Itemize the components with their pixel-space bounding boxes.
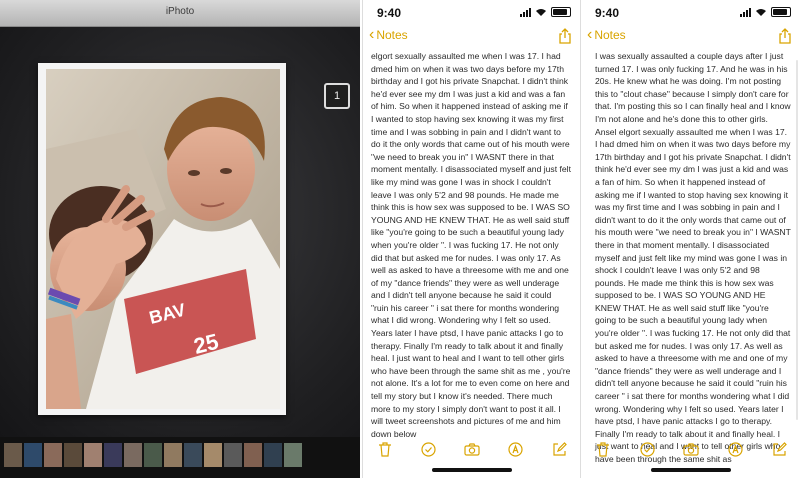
selfie-photo [46,69,280,409]
shirt-print-number: 25 [191,328,221,359]
photo-thumbnail[interactable] [4,443,22,467]
bottom-toolbar [581,436,800,462]
back-button[interactable] [369,28,408,42]
chevron-left-icon: ‹ [587,26,593,43]
wifi-icon [535,8,547,17]
photo-thumbnail[interactable] [44,443,62,467]
trash-icon[interactable] [376,440,394,458]
status-bar [363,0,581,24]
signal-icon [740,8,751,17]
photo-thumbnail[interactable] [284,443,302,467]
photo-count-badge: 1 [324,83,350,109]
back-label: Notes [594,28,626,42]
scrollbar[interactable] [796,60,798,420]
notes-screen-right [580,0,800,478]
photo-thumbnail[interactable] [264,443,282,467]
photo-image [46,69,280,409]
share-icon[interactable] [777,28,793,44]
photo-thumbnail[interactable] [164,443,182,467]
compose-icon[interactable] [550,440,568,458]
photo-thumbnail[interactable] [204,443,222,467]
home-indicator[interactable] [432,468,512,472]
chevron-left-icon: ‹ [369,26,375,43]
title-bar [0,0,360,27]
photo-thumbnail[interactable] [144,443,162,467]
compose-icon[interactable] [770,440,788,458]
photo-thumbnail[interactable] [24,443,42,467]
nav-bar [581,26,800,48]
share-icon[interactable] [557,28,573,44]
bottom-toolbar [363,436,581,462]
photo-thumbnail[interactable] [224,443,242,467]
photo-thumbnail[interactable] [124,443,142,467]
status-time: 9:40 [595,6,620,20]
markup-icon[interactable] [726,440,744,458]
battery-icon [771,7,791,17]
photo-thumbnail[interactable] [184,443,202,467]
filmstrip[interactable] [0,437,360,478]
photo-thumbnail[interactable] [84,443,102,467]
camera-icon[interactable] [463,440,481,458]
signal-icon [520,8,531,17]
notes-screen-left [362,0,581,478]
home-indicator[interactable] [651,468,731,472]
shirt-print-text: BAV [147,299,188,328]
wifi-icon [755,8,767,17]
photo-canvas [0,27,360,437]
photo-thumbnail[interactable] [104,443,122,467]
photo-frame[interactable] [38,63,286,415]
nav-bar [363,26,581,48]
back-button[interactable] [587,28,626,42]
iphoto-window [0,0,360,478]
status-bar [581,0,800,24]
note-body[interactable]: elgort sexually assaulted me when I was 17. I had dmed him on when it was two days before my 17th birthday and I got his private Snapchat. I didn't think he'd ever see my dm I was just a kid and was a fan of him. So when it happened instead of asking me if I wanted to stop having sex knowing it was my first time and I was sobbing in pain and I didn't want to do it the only words that came out of his mouth were "we need to break you in" I WASNT there in that moment mentally. I disassociated myself and just felt like my mind was gone I was in shock I couldn't leave I was only 5'2 and 98 pounds. He made me think this is how sex was supposed to be. I WAS SO YOUNG AND HE KNEW THAT. He as well said stuff like "you're going to be such a beautiful young lady when you're older ". I was fucking 17. He not only did that but asked me for nudes. I was only 17. As well as asked to have a threesome with me and one of my "dance friends" they were as well underage and I didn't tell anyone because he said it could "ruin his career " i sat there for months wondering what I did wrong. Wondering why I felt so used. Years later I have ptsd, I have panic attacks I go to therapy. Finally I'm ready to talk about it and finally heal. I just want to heal and I want to tell other girls who have been through the same shit as me , you're not alone. It's a lot for me to even come on here and tell my story but I know it's needed. There much more to my story I simply don't want to post it all. I will tweet screenshots and pictures of me and him down below [371,51,574,439]
trash-icon[interactable] [594,440,612,458]
checklist-icon[interactable] [419,440,437,458]
note-body[interactable]: I was sexually assaulted a couple days after I just turned 17. I was only fucking 17. And he was in his 20s. He knew what he was doing. I'm not posting this to "clout chase" because I simply don't care for that. I'm posting this so I can finally heal and I know I'm not alone and he's done this to other girls. Ansel elgort sexually assaulted me when I was 17. I had dmed him on when it was two days before my 17th birthday and I got his private Snapchat. I didn't think he'd ever see my dm I was just a kid and was a fan of him. So when it happened instead of asking me if I wanted to stop having sex knowing it was my first time and I was sobbing in pain and I didn't want to do it the only words that came out of his mouth were "we need to break you in" I WASNT there in that moment mentally. I disassociated myself and just felt like my mind was gone I was in shock I couldn't leave I was only 5'2 and 98 pounds. He made me think this is how sex was supposed to be. I WAS SO YOUNG AND HE KNEW THAT. He as well said stuff like "you're going to be such a beautiful young lady when you're older ". I was fucking 17. He not only did that but asked me for nudes. I was only 17. As well as asked to have a threesome with me and one of my "dance friends" they were as well underage and I didn't tell anyone because he said it could "ruin his career " i sat there for months wondering what I did wrong. Wondering why I felt so used. Years later I have ptsd, I have panic attacks I go to therapy. Finally I'm ready to talk about it and finally heal. I just want to heal and I want to tell other girls who have been through the same shit as [595,51,794,464]
thumbnail-strip[interactable] [4,443,302,467]
checklist-icon[interactable] [638,440,656,458]
markup-icon[interactable] [507,440,525,458]
battery-icon [551,7,571,17]
photo-thumbnail[interactable] [64,443,82,467]
window-title: iPhoto [165,6,195,17]
camera-icon[interactable] [682,440,700,458]
status-time: 9:40 [377,6,402,20]
photo-thumbnail[interactable] [244,443,262,467]
back-label: Notes [376,28,408,42]
